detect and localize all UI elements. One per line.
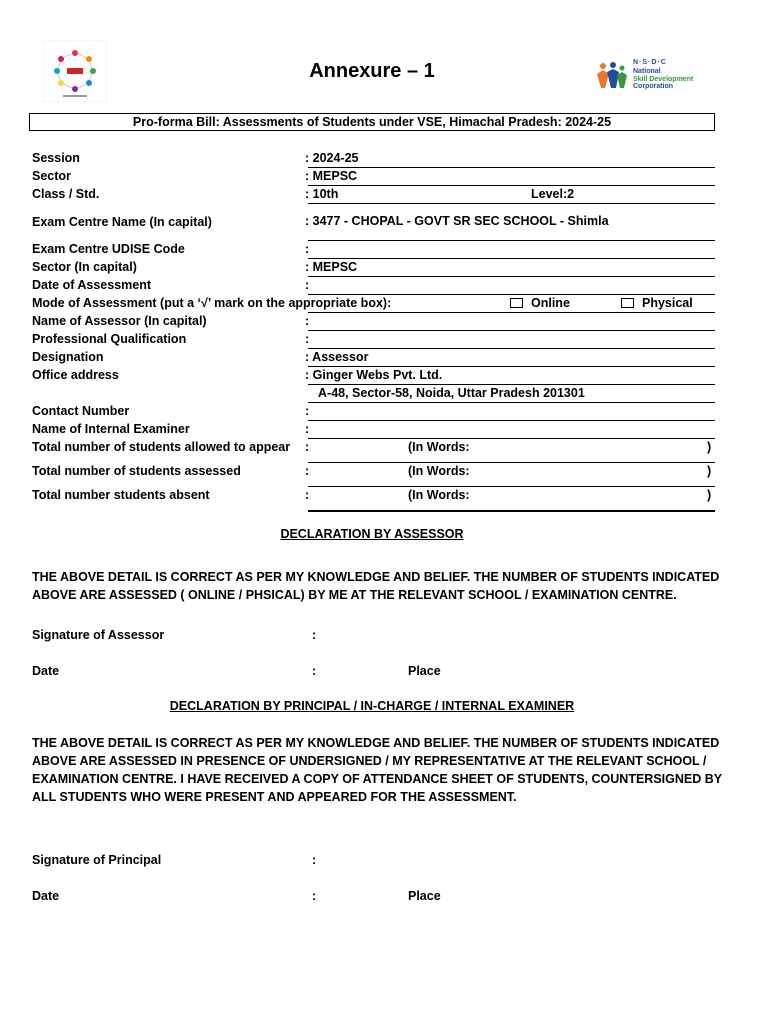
principal-declaration-heading: DECLARATION BY PRINCIPAL / IN-CHARGE / INTERNAL EXAMINER: [169, 699, 575, 713]
online-checkbox[interactable]: [510, 298, 523, 308]
nsdc-name-line-1: National: [633, 68, 661, 75]
qualification-value: :: [305, 332, 310, 346]
contact-number-value: :: [305, 404, 310, 418]
nsdc-name-line-3: Corporation: [633, 83, 674, 90]
nsdc-logo: [595, 58, 705, 92]
principal-signature-colon: :: [312, 853, 317, 867]
mode-online-option[interactable]: [510, 296, 570, 310]
students-assessed-in-words: (In Words:: [408, 464, 470, 478]
office-address-value-1: : Ginger Webs Pvt. Ltd.: [305, 368, 443, 382]
students-allowed-close: ): [707, 440, 712, 454]
internal-examiner-value: :: [305, 422, 310, 436]
students-absent-colon: :: [305, 488, 310, 502]
assessor-signature-colon: :: [312, 628, 317, 642]
date-of-assessment-value: :: [305, 278, 310, 292]
sector-capital-value: : MEPSC: [305, 260, 358, 274]
students-absent-label: Total number students absent: [32, 488, 210, 502]
students-allowed-colon: :: [305, 440, 310, 454]
level-value: Level:2: [531, 187, 575, 201]
sector-label: Sector: [32, 169, 71, 183]
online-label: Online: [531, 296, 570, 310]
nsdc-name-line-2: Skill Development: [633, 76, 694, 83]
nsdc-people-icon: [595, 60, 627, 90]
proforma-banner: Pro-forma Bill: Assessments of Students under VSE, Himachal Pradesh: 2024-25: [29, 113, 715, 131]
designation-label: Designation: [32, 350, 104, 364]
exam-centre-value: : 3477 - CHOPAL - GOVT SR SEC SCHOOL - Shimla: [305, 214, 609, 228]
mode-physical-option[interactable]: [621, 296, 693, 310]
nsdc-letters: N·S·D·C: [633, 59, 667, 66]
students-assessed-close: ): [707, 464, 712, 478]
udise-value: :: [305, 242, 310, 256]
assessor-date-colon: :: [312, 664, 317, 678]
assessor-declaration-heading: DECLARATION BY ASSESSOR: [280, 527, 464, 541]
students-allowed-in-words: (In Words:: [408, 440, 470, 454]
physical-checkbox[interactable]: [621, 298, 634, 308]
session-value: : 2024-25: [305, 151, 359, 165]
principal-declaration-text: THE ABOVE DETAIL IS CORRECT AS PER MY KNOWLEDGE AND BELIEF. THE NUMBER OF STUDENTS INDICATED ABOVE ARE ASSESSED IN PRESENCE OF UNDERSIGNED / MY REPRESENTATIVE AT THE RELEVANT SCHOOL / EXAMINATION CENTRE. I HAVE RECEIVED A COPY OF ATTENDANCE SHEET OF STUDENTS, COUNTERSIGNED BY ALL STUDENTS WHO WERE PRESENT AND APPEARED FOR THE ASSESSMENT.: [32, 736, 722, 804]
principal-place-label: Place: [408, 889, 441, 903]
internal-examiner-label: Name of Internal Examiner: [32, 422, 190, 436]
assessor-signature-label: Signature of Assessor: [32, 628, 165, 642]
principal-date-label: Date: [32, 889, 60, 903]
principal-signature-label: Signature of Principal: [32, 853, 162, 867]
students-allowed-label: Total number of students allowed to appear: [32, 440, 291, 454]
sector-value: : MEPSC: [305, 169, 358, 183]
mode-label: Mode of Assessment (put a ‘√’ mark on the appropriate box):: [32, 296, 392, 310]
physical-label: Physical: [642, 296, 693, 310]
office-address-value-2: A-48, Sector-58, Noida, Uttar Pradesh 201301: [318, 386, 585, 400]
class-value: : 10th: [305, 187, 339, 201]
designation-value: : Assessor: [305, 350, 369, 364]
students-assessed-label: Total number of students assessed: [32, 464, 241, 478]
assessor-name-value: :: [305, 314, 310, 328]
principal-date-colon: :: [312, 889, 317, 903]
contact-number-label: Contact Number: [32, 404, 130, 418]
page-title: Annexure – 1: [309, 60, 435, 82]
students-absent-in-words: (In Words:: [408, 488, 470, 502]
date-of-assessment-label: Date of Assessment: [32, 278, 152, 292]
class-label: Class / Std.: [32, 187, 100, 201]
office-address-label: Office address: [32, 368, 119, 382]
qualification-label: Professional Qualification: [32, 332, 187, 346]
assessor-date-label: Date: [32, 664, 60, 678]
assessor-place-label: Place: [408, 664, 441, 678]
session-label: Session: [32, 151, 80, 165]
assessor-name-label: Name of Assessor (In capital): [32, 314, 207, 328]
sector-capital-label: Sector (In capital): [32, 260, 137, 274]
exam-centre-label: Exam Centre Name (In capital): [32, 215, 212, 229]
assessor-declaration-text: THE ABOVE DETAIL IS CORRECT AS PER MY KNOWLEDGE AND BELIEF. THE NUMBER OF STUDENTS INDICATED ABOVE ARE ASSESSED ( ONLINE / PHSICAL) BY ME AT THE RELEVANT SCHOOL / EXAMINATION CENTRE.: [32, 570, 720, 602]
students-absent-close: ): [707, 488, 712, 502]
students-assessed-colon: :: [305, 464, 310, 478]
udise-label: Exam Centre UDISE Code: [32, 242, 185, 256]
